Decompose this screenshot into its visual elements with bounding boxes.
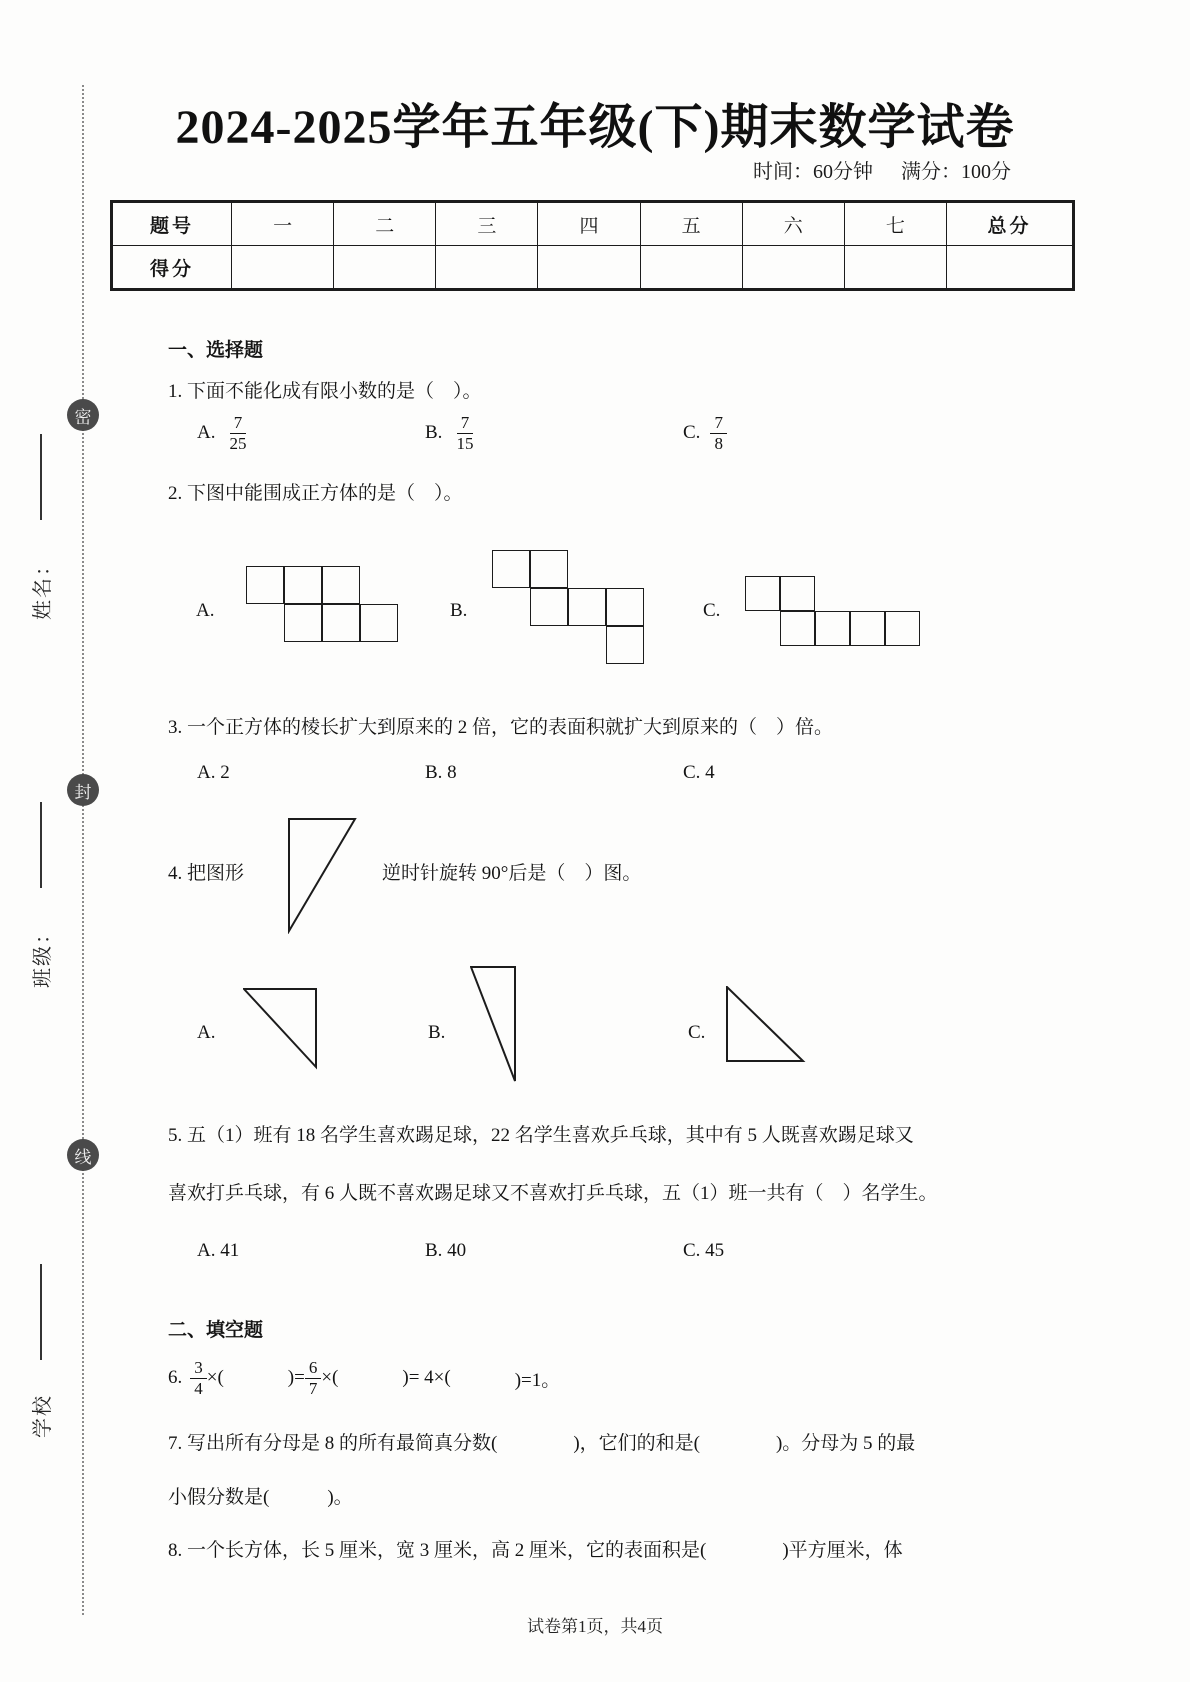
question-6-line: [168, 1358, 560, 1398]
q5-option-c: C. 45: [683, 1240, 725, 1261]
net-square: [568, 588, 606, 626]
fold-dotted-line: [82, 85, 84, 1615]
fraction: [305, 1358, 322, 1398]
q4-source-triangle: [288, 818, 358, 934]
class-label: 班级：: [31, 922, 54, 988]
fraction-denominator: 8: [714, 433, 723, 453]
q6-segment: )= 4×(: [402, 1367, 451, 1389]
net-square: [780, 611, 815, 646]
question-7-line1: [168, 1428, 915, 1455]
q6-number: 6.: [168, 1367, 183, 1389]
seal-xian: [67, 1139, 99, 1171]
cube-net-figure-b: [492, 550, 644, 664]
header-cell: 题号: [112, 202, 232, 246]
question-4-text-pre: 4. 把图形: [168, 863, 245, 884]
q4-triangle-b: [470, 966, 518, 1084]
q6-segment: )=: [287, 1367, 305, 1389]
fraction-numerator: 7: [457, 413, 474, 434]
q4-label-a: A.: [197, 1022, 216, 1043]
cube-net-figure-c: [745, 576, 920, 646]
question-3-text: 3. 一个正方体的棱长扩大到原来的 2 倍，它的表面积就扩大到原来的（ ）倍。: [168, 717, 834, 738]
net-square: [745, 576, 780, 611]
net-square: [530, 550, 568, 588]
header-cell: 四: [538, 202, 640, 246]
net-square: [322, 566, 360, 604]
empty-score-cell: [232, 246, 334, 290]
school-label: 学校: [31, 1394, 54, 1438]
header-cell: 六: [742, 202, 844, 246]
name-label: 姓名：: [31, 554, 54, 620]
seal-char: 封: [74, 782, 92, 802]
section2-heading: 二、填空题: [168, 1320, 264, 1341]
net-square: [322, 604, 360, 642]
empty-score-cell: [436, 246, 538, 290]
fraction-numerator: 6: [305, 1358, 322, 1379]
header-cell: 五: [640, 202, 742, 246]
empty-score-cell: [742, 246, 844, 290]
empty-score-cell: [947, 246, 1074, 290]
net-square: [850, 611, 885, 646]
fraction: [710, 413, 727, 453]
question-5-text-line2: 喜欢打乒乓球，有 6 人既不喜欢踢足球又不喜欢打乒乓球，五（1）班一共有（ ）名学生。: [168, 1183, 938, 1204]
fraction-numerator: 7: [230, 413, 247, 434]
q7-segment: 7. 写出所有分母是 8 的所有最简真分数(: [168, 1433, 498, 1454]
exam-meta: [753, 155, 1039, 184]
fraction: [225, 413, 250, 453]
score-table: [110, 200, 1075, 291]
empty-score-cell: [640, 246, 742, 290]
net-square: [815, 611, 850, 646]
name-blank-line: [39, 434, 42, 520]
fraction: [190, 1358, 207, 1398]
seal-feng: [67, 774, 99, 806]
empty-score-cell: [844, 246, 946, 290]
net-square: [492, 550, 530, 588]
option-label: A.: [197, 422, 216, 444]
question-8-line: [168, 1535, 903, 1562]
net-square: [246, 566, 284, 604]
q2-label-b: B.: [450, 600, 468, 621]
q4-label-b: B.: [428, 1022, 446, 1043]
page-title: 2024-2025学年五年级(下)期末数学试卷: [175, 101, 1015, 154]
fraction-denominator: 15: [456, 433, 474, 453]
header-cell: 三: [436, 202, 538, 246]
fraction-denominator: 25: [229, 433, 247, 453]
net-square: [606, 626, 644, 664]
q6-segment: ×(: [206, 1367, 224, 1389]
net-square: [284, 604, 322, 642]
q1-option-c: [683, 413, 727, 453]
q4-triangle-a: [243, 988, 319, 1070]
q4-triangle-c: [726, 986, 806, 1064]
q2-label-c: C.: [703, 600, 721, 621]
seal-mi: [67, 399, 99, 431]
fraction: [452, 413, 477, 453]
q7-segment: 小假分数是(: [168, 1487, 270, 1508]
header-cell: 一: [232, 202, 334, 246]
q3-option-a: A. 2: [197, 762, 230, 783]
question-4-text-post: 逆时针旋转 90°后是（ ）图。: [382, 863, 642, 884]
header-cell: 七: [844, 202, 946, 246]
q8-segment: 8. 一个长方体，长 5 厘米，宽 3 厘米，高 2 厘米，它的表面积是(: [168, 1540, 707, 1561]
question-7-line2: [168, 1482, 353, 1509]
full-score: 满分：100分: [901, 161, 1011, 183]
empty-score-cell: [538, 246, 640, 290]
net-square: [885, 611, 920, 646]
question-5-text-line1: 5. 五（1）班有 18 名学生喜欢踢足球，22 名学生喜欢乒乓球，其中有 5 人既喜欢踢足球又: [168, 1125, 914, 1146]
q6-segment: )=1。: [514, 1369, 561, 1391]
q7-segment: )。分母为 5 的最: [775, 1433, 916, 1454]
option-label: B.: [425, 422, 443, 444]
q7-segment: )。: [327, 1487, 353, 1508]
q7-segment: )，它们的和是(: [573, 1433, 700, 1454]
school-field-group: [27, 1208, 53, 1438]
cube-net-figure-a: [246, 566, 398, 642]
page-footer: 试卷第1页，共4页: [527, 1617, 663, 1636]
time-limit: 时间：60分钟: [753, 161, 873, 183]
class-field-group: [27, 758, 53, 988]
score-label-cell: 得分: [112, 246, 232, 290]
name-field-group: [27, 390, 53, 620]
q6-segment: ×(: [321, 1367, 339, 1389]
fraction-numerator: 3: [190, 1358, 207, 1379]
seal-char: 线: [74, 1147, 92, 1167]
fraction-denominator: 7: [308, 1378, 318, 1398]
q8-segment: )平方厘米，体: [782, 1540, 903, 1561]
table-row: [112, 246, 1074, 290]
class-blank-line: [39, 802, 42, 888]
header-cell: 二: [334, 202, 436, 246]
table-row: [112, 202, 1074, 246]
net-square: [530, 588, 568, 626]
q1-option-b: [425, 413, 477, 453]
q5-option-b: B. 40: [425, 1240, 467, 1261]
empty-score-cell: [334, 246, 436, 290]
option-label: C.: [683, 422, 701, 444]
fraction-numerator: 7: [710, 413, 727, 434]
q3-option-b: B. 8: [425, 762, 457, 783]
header-cell: 总分: [947, 202, 1074, 246]
question-2-text: 2. 下图中能围成正方体的是（ ）。: [168, 483, 463, 504]
q4-label-c: C.: [688, 1022, 706, 1043]
net-square: [780, 576, 815, 611]
q1-option-a: [197, 413, 250, 453]
q5-option-a: A. 41: [197, 1240, 240, 1261]
fraction-denominator: 4: [194, 1378, 203, 1398]
net-square: [606, 588, 644, 626]
net-square: [284, 566, 322, 604]
net-square: [360, 604, 398, 642]
question-1-text: 1. 下面不能化成有限小数的是（ ）。: [168, 381, 482, 402]
school-blank-line: [39, 1264, 42, 1360]
seal-char: 密: [74, 407, 92, 427]
section1-heading: 一、选择题: [168, 340, 264, 361]
q3-option-c: C. 4: [683, 762, 715, 783]
q2-label-a: A.: [196, 600, 215, 621]
